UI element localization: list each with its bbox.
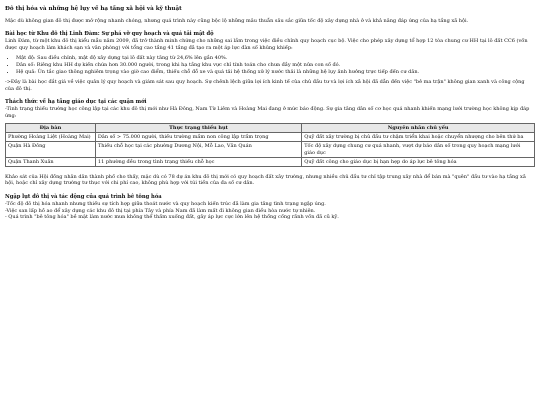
section-body-education: -Tình trạng thiếu trường học công lập tại các khu đô thị mới như Hà Đông, Nam Từ Liêm và Hoàng Mai đang ở mức báo động. Sự gia tăng dân số cơ học quá nhanh khiến mạng lưới trường học không kịp đáp ứng: — [5, 106, 530, 119]
table-cell: Tốc độ xây dựng chung cư quá nhanh, vượt dự báo dân số trong quy hoạch mạng lưới giáo dục — [302, 142, 535, 157]
column-header-area: Địa bàn — [6, 124, 96, 133]
list-item: • Dân số: Riêng khu HH dự kiến chứa hơn 30.000 người, trong khi hạ tầng khu vực chỉ tính toán cho chưa đầy một nửa con số đó. — [16, 62, 535, 68]
table-cell: Thiếu chỗ học tại các phường Dương Nội, Mỗ Lao, Văn Quán — [95, 142, 301, 157]
linh-dam-bullet-list — [5, 55, 535, 75]
education-shortage-table — [5, 123, 535, 167]
table-cell: Quận Thanh Xuân — [6, 157, 96, 166]
list-item: • Mật độ: Sau điều chỉnh, mật độ xây dựng tại lô đất này tăng từ 24,6% lên gần 40%. — [16, 55, 535, 61]
flooding-line: - Quá trình "bê tông hóa" bề mặt làm nước mưa không thể thấm xuống đất, gây áp lực cực lớn lên hệ thống cống rãnh vốn đã cũ kỹ. — [5, 213, 339, 220]
column-header-cause: Nguyên nhân chủ yếu — [302, 124, 535, 133]
table-cell: Quận Hà Đông — [6, 142, 96, 157]
flooding-line: -Việc san lấp hồ ao để xây dựng các khu đô thị tại phía Tây và phía Nam đã làm mất đi không gian điều hòa nước tự nhiên. — [5, 207, 316, 214]
table-cell: Dân số > 75.000 người, thiếu trường mầm non công lập trầm trọng — [95, 133, 301, 142]
section-heading-linh-dam: Bài học từ Khu đô thị Linh Đàm: Sự phá vỡ quy hoạch và quá tải mật độ — [5, 31, 214, 37]
column-header-shortage: Thực trạng thiếu hụt — [95, 124, 301, 133]
table-cell: Phường Hoàng Liệt (Hoàng Mai) — [6, 133, 96, 142]
list-item: • Hệ quả: Ùn tắc giao thông nghiêm trọng vào giờ cao điểm, thiếu chỗ đỗ xe và quá tải hệ thống xử lý nước thải là những hệ lụy ảnh hưởng trực tiếp đến cư dân. — [16, 69, 535, 75]
flooding-line: -Tốc độ đô thị hóa nhanh nhưng thiếu sự tích hợp giữa thoát nước và quy hoạch kiến trúc đã làm gia tăng tình trạng ngập úng. — [5, 201, 326, 208]
education-survey-paragraph: Khảo sát của Hội đồng nhân dân thành phố cho thấy, mặc dù có 78 dự án khu đô thị mới có quy hoạch đất xây trường, nhưng nhiều chủ đầu tư chỉ tập trung xây nhà để bán mà "quên" đầu tư vào hạ tầng xã hội, hoặc chỉ xây dựng trường tư thục với chi phí cao, không phù hợp với túi tiền của đa số cư dân. — [5, 174, 526, 187]
document-title: Đô thị hóa và những hệ lụy về hạ tầng xã hội và kỹ thuật — [5, 6, 182, 12]
section-heading-flooding: Ngập lụt đô thị và tác động của quá trình bê tông hóa — [5, 193, 162, 200]
table-cell: 11 phường đều trong tình trạng thiếu chỗ học — [95, 157, 301, 166]
table-row — [6, 157, 535, 166]
section-body-linh-dam: Linh Đàm, từ một khu đô thị kiểu mẫu năm 2009, đã trở thành minh chứng cho những sai lầm trong việc điều chỉnh quy hoạch cục bộ. Việc cho phép xây dựng tổ hợp 12 tòa chung cư HH tại lô đất CC6 (vốn được quy hoạch làm khách sạn và văn phòng) với tổng cao tầng 41 tầng đã tạo ra một áp lực đàn số khủng khiếp: — [5, 38, 528, 51]
intro-paragraph: Mặc dù không gian đô thị được mở rộng nhanh chóng, nhưng quá trình này cũng bộc lộ những mâu thuẫn sâu sắc giữa tốc độ xây dựng nhà ở và khả năng đáp ứng của hạ tầng xã hội. — [5, 17, 469, 24]
table-cell: Quỹ đất công cho giáo dục bị hạn hẹp do áp lực bê tông hóa — [302, 157, 535, 166]
section-heading-education: Thách thức về hạ tầng giáo dục tại các quận mới — [5, 99, 147, 106]
linh-dam-conclusion: ->Đây là bài học đắt giá về việc quản lý quy hoạch và giám sát sau quy hoạch. Sự chênh lệch giữa lợi ích kinh tế của chủ đầu tư và lợi ích xã hội đã dẫn đến việc "bẻ ma trận" không gian xanh và công cộng của đô thị. — [5, 79, 525, 92]
table-row — [6, 142, 535, 157]
table-header-row — [6, 124, 535, 133]
table-cell: Quỹ đất xây trường bị chủ đầu tư chậm triển khai hoặc chuyển nhượng cho bên thứ ba — [302, 133, 535, 142]
table-row — [6, 133, 535, 142]
